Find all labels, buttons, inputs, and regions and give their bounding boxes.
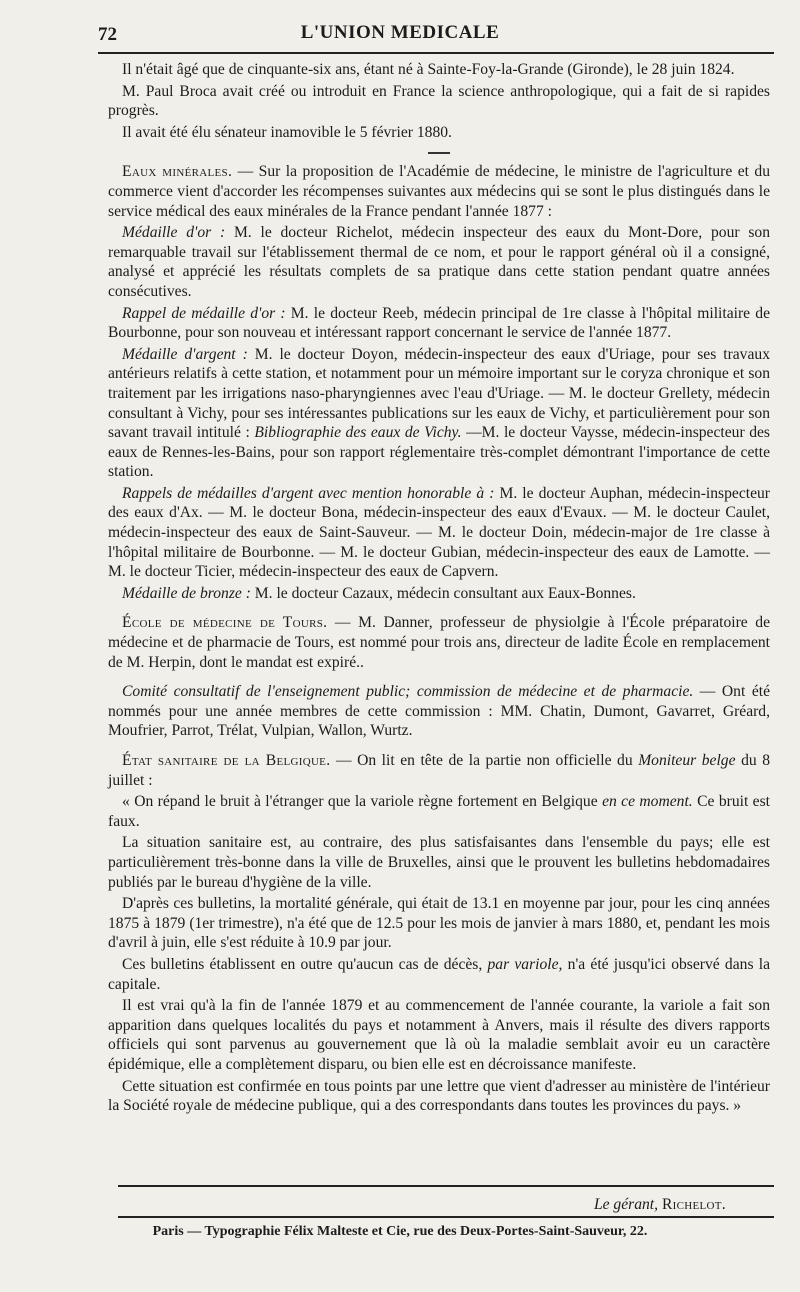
running-head: L'UNION MEDICALE (300, 22, 500, 43)
award-label: Médaille d'argent : (122, 345, 248, 363)
section-heading: Comité consultatif de l'enseignement public; commission de médecine et de pharmacie. (122, 683, 694, 701)
section-heading: Eaux minérales. (122, 163, 233, 181)
rappel-medaille-or: Rappel de médaille d'or : M. le docteur Reeb, médecin principal de 1re classe à l'hôpital militaire de Bourbonne, pour son nouveau et intéressant rapport concernant le service de l'année 1877. (108, 304, 770, 342)
award-label: Rappels de médailles d'argent avec mention honorable à : (122, 484, 495, 502)
section-heading: École de médecine de Tours. (122, 614, 328, 632)
award-label: Médaille de bronze : (122, 584, 251, 602)
section-separator (428, 152, 450, 154)
award-label: Médaille d'or : (122, 224, 226, 242)
imprint-rule (118, 1216, 774, 1218)
paragraph: Il avait été élu sénateur inamovible le 5 février 1880. (122, 123, 452, 141)
medaille-argent: Médaille d'argent : M. le docteur Doyon, médecin-inspecteur des eaux d'Uriage, pour ses travaux antérieurs relatifs à cette station, et notamment pour un mémoire important sur le coryza chronique et son traitement par les irrigations naso-pharyngiennes avec l'eau d'Uriage. — M. le docteur Grellety, médecin consultant à Vichy, pour ses intéressantes publications sur les eaux de Vichy, et particulièrement pour son savant travail intitulé : Bibliographie des eaux de Vichy. —M. le docteur Vaysse, médecin-inspecteur des eaux de Rennes-les-Bains, pour son rapport réglementaire très-complet démontrant l'importance de cette station. (108, 345, 770, 481)
section-heading: État sanitaire de la Belgique. (122, 752, 331, 769)
quote-paragraph: « On répand le bruit à l'étranger que la variole règne fortement en Belgique en ce moment. Ce bruit est faux. (108, 793, 770, 830)
etat-sanitaire-belgique: État sanitaire de la Belgique. — On lit en tête de la partie non officielle du Moniteur belge du 8 juillet : (108, 752, 770, 789)
quote-paragraph: Ces bulletins établissent en outre qu'aucun cas de décès, par variole, n'a été jusqu'ici observé dans la capitale. (108, 955, 770, 993)
medaille-bronze: Médaille de bronze : M. le docteur Cazaux, médecin consultant aux Eaux-Bonnes. (122, 584, 636, 602)
page-header (0, 18, 800, 48)
journal-title: Moniteur belge (638, 752, 736, 769)
paragraph: Il n'était âgé que de cinquante-six ans, étant né à Sainte-Foy-la-Grande (Gironde), le 28 juin 1824. (122, 61, 735, 78)
quote-paragraph: Cette situation est confirmée en tous points par une lettre que vient d'adresser au ministère de l'intérieur la Société royale de médecine publique, qui a des correspondants dans toutes les provinces du pays. » (108, 1077, 770, 1115)
quote-paragraph: D'après ces bulletins, la mortalité générale, qui était de 13.1 en moyenne par jour, pour les cinq années 1875 à 1879 (1er trimestre), n'a été que de 12.5 pour les mois de janvier à mars 1880, et, pendant les mois d'avril à juin, elle s'est réduite à 10.9 par jour. (108, 895, 770, 952)
printer-imprint: Paris — Typographie Félix Malteste et Cie, rue des Deux-Portes-Saint-Sauveur, 22. (152, 1224, 648, 1239)
medaille-or: Médaille d'or : M. le docteur Richelot, médecin inspecteur des eaux du Mont-Dore, pour son remarquable travail sur l'établissement thermal de ce nom, et pour le rapport général où il a consigné, analysé et apprécié les résultats complets de sa pratique dans cette station pendant quatre années consécutives. (108, 224, 770, 300)
page-number: 72 (98, 24, 117, 45)
comite-consultatif: Comité consultatif de l'enseignement public; commission de médecine et de pharmacie. — Ont été nommés pour une année membres de cette commission : MM. Chatin, Dumont, Gavarret, Gréard, Moufrier, Parrot, Trélat, Vulpian, Wallon, Wurtz. (108, 683, 770, 740)
quote-paragraph: La situation sanitaire est, au contraire, des plus satisfaisantes dans l'ensemble du pays; elle est particulièrement très-bonne dans la ville de Bruxelles, ainsi que le prouvent les bulletins hebdomadaires publiés par le bureau d'hygiène de la ville. (108, 834, 770, 891)
header-rule (98, 52, 774, 54)
award-label: Rappel de médaille d'or : (122, 304, 286, 322)
book-title: Bibliographie des eaux de Vichy. (254, 424, 462, 442)
footer-rule (118, 1185, 774, 1187)
paragraph: M. Paul Broca avait créé ou introduit en France la science anthropologique, qui a fait de si rapides progrès. (108, 82, 770, 120)
ecole-medecine-tours: École de médecine de Tours. — M. Danner, professeur de physiolgie à l'École préparatoire de médecine et de pharmacie de Tours, est nommé pour trois ans, directeur de ladite École en remplacement de M. Herpin, dont le mandat est expiré.. (108, 614, 770, 671)
eaux-minerales-intro: Eaux minérales. — Sur la proposition de l'Académie de médecine, le ministre de l'agriculture et du commerce vient d'accorder les récompenses suivantes aux médecins qui se sont le plus distingués dans le service médical des eaux minérales de la France pendant l'année 1877 : (108, 163, 770, 220)
rappels-medailles-argent: Rappels de médailles d'argent avec mention honorable à : M. le docteur Auphan, médecin-inspecteur des eaux d'Ax. — M. le docteur Bona, médecin-inspecteur des eaux d'Evaux. — M. le docteur Caulet, médecin-inspecteur des eaux de Saint-Sauveur. — M. le docteur Doin, médecin-major de 1re classe à l'hôpital militaire de Bourbonne. — M. le docteur Gubian, médecin-inspecteur des eaux de Lamotte. — M. le docteur Ticier, médecin-inspecteur des eaux de Capvern. (108, 484, 770, 581)
gerant-signature: Le gérant, Richelot. (593, 1196, 726, 1213)
quote-paragraph: Il est vrai qu'à la fin de l'année 1879 et au commencement de l'année courante, la variole a fait son apparition dans quelques localités du pays et notamment à Anvers, mais il résulte des divers rapports officiels qui sont parvenus au gouvernement que là où la maladie semblait avoir eu un caractère épidémique, elle a complètement disparu, ou bien elle est en décroissance manifeste. (108, 997, 770, 1073)
article-body (108, 60, 770, 1118)
